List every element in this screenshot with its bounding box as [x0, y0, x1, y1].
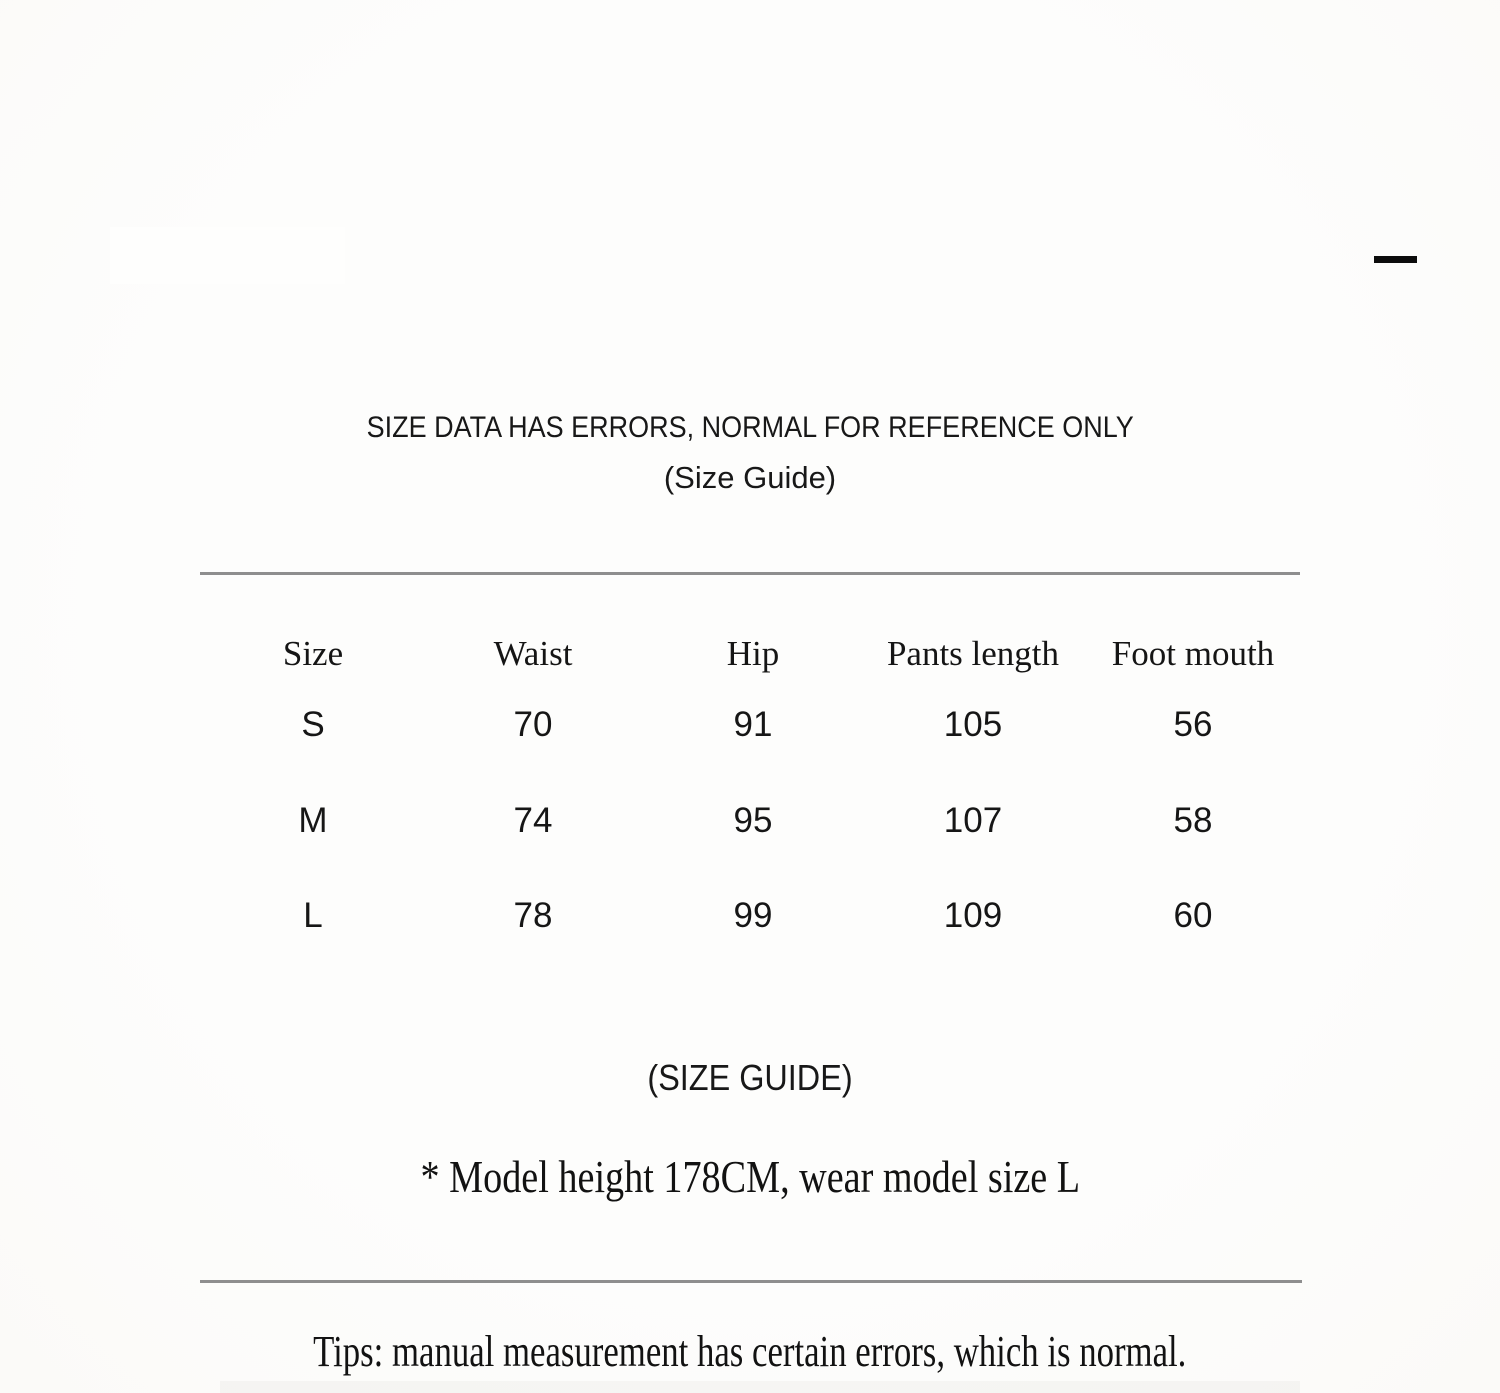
cell-size: M: [298, 801, 328, 840]
page-title: [0, 406, 1500, 450]
column-header-foot-mouth: Foot mouth: [1111, 634, 1275, 673]
cell-size: L: [303, 896, 323, 935]
cell-foot-mouth: 60: [1173, 896, 1213, 935]
cell-pants-length: 109: [943, 896, 1003, 935]
size-guide-caption-text: (SIZE GUIDE): [647, 1057, 853, 1098]
page-title-text: SIZE DATA HAS ERRORS, NORMAL FOR REFERENCE ONLY: [366, 411, 1134, 444]
table-top-divider: [200, 572, 1300, 575]
cell-hip: 95: [733, 801, 773, 840]
cell-hip: 99: [733, 896, 773, 935]
cell-foot-mouth: 56: [1173, 705, 1213, 744]
tips-note-text: Tips: manual measurement has certain errors, which is normal.: [313, 1327, 1187, 1376]
size-guide-caption: [0, 1055, 1500, 1101]
column-header-size: Size: [282, 634, 344, 673]
cell-size: S: [301, 705, 325, 744]
cut-off-text-ghost: [220, 1381, 1300, 1393]
column-header-hip: Hip: [726, 634, 780, 673]
tips-note: [0, 1324, 1500, 1380]
model-height-note: [0, 1146, 1500, 1208]
cell-foot-mouth: 58: [1173, 801, 1213, 840]
model-height-note-text: * Model height 178CM, wear model size L: [420, 1151, 1080, 1202]
table-row-s: [203, 701, 1303, 749]
page-subtitle: [0, 456, 1500, 500]
page-subtitle-text: (Size Guide): [663, 460, 837, 495]
faded-watermark-patch: [110, 227, 345, 284]
cell-hip: 91: [733, 705, 773, 744]
column-header-pants-length: Pants length: [886, 634, 1060, 673]
size-table-header-row: [203, 630, 1303, 678]
footer-divider: [200, 1280, 1302, 1283]
table-row-m: [203, 797, 1303, 845]
table-row-l: [203, 892, 1303, 940]
minimize-dash-icon[interactable]: [1374, 256, 1417, 263]
column-header-waist: Waist: [493, 634, 573, 673]
cell-waist: 78: [513, 896, 553, 935]
cell-waist: 70: [513, 705, 553, 744]
cell-waist: 74: [513, 801, 553, 840]
cell-pants-length: 107: [943, 801, 1003, 840]
cell-pants-length: 105: [943, 705, 1003, 744]
